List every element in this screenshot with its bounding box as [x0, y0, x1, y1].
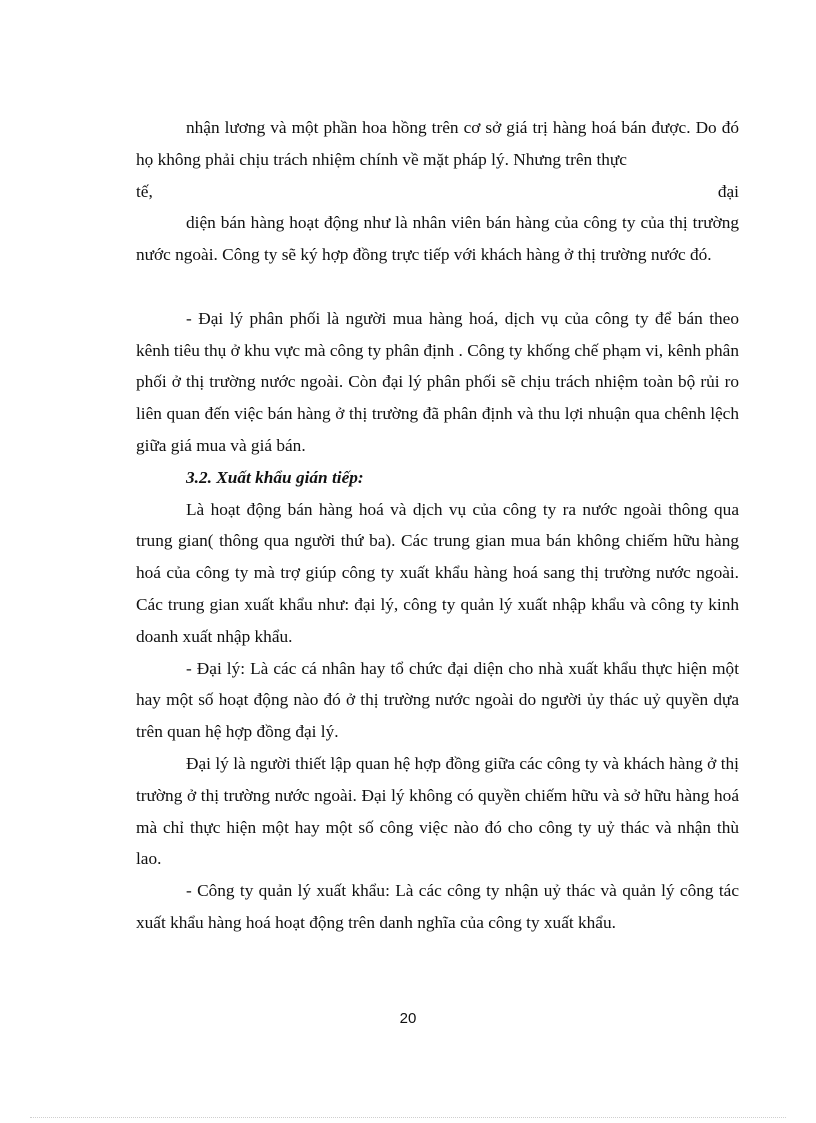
page-number: 20 [399, 1010, 417, 1027]
paragraph-sales-representative: diện bán hàng hoạt động như là nhân viên bán hàng của công ty của thị trường nước ngoài. Công ty sẽ ký hợp đồng trực tiếp với khách hàng ở thị trường nước đó. [136, 213, 739, 265]
paragraph-indirect-export: Là hoạt động bán hàng hoá và dịch vụ của công ty ra nước ngoài thông qua trung gian( thông qua người thứ ba). Các trung gian mua bán không chiếm hữu hàng hoá của công ty mà trợ giúp công ty xuất khẩu hàng hoá sang thị trường nước ngoài. Các trung gian xuất khẩu như: đại lý, công ty quản lý xuất nhập khẩu và công ty kinh doanh xuất nhập khẩu. [136, 499, 739, 646]
paragraph-agent-role: Đại lý là người thiết lập quan hệ hợp đồng giữa các công ty và khách hàng ở thị trường ở thị trường nước ngoài. Đại lý không có quyền chiếm hữu và sở hữu hàng hoá mà chỉ thực hiện một hay một số công việc nào đó cho công ty uỷ thác và nhận thù lao. [136, 753, 739, 869]
split-line-left: tế, [136, 181, 153, 201]
page-bottom-divider [30, 1117, 786, 1118]
paragraph-agent-definition: - Đại lý: Là các cá nhân hay tổ chức đại diện cho nhà xuất khẩu thực hiện một hay một số hoạt động nào đó ở thị trường nước ngoài do người ủy thác uỷ quyền dựa trên quan hệ hợp đồng đại lý. [136, 658, 739, 742]
section-heading: 3.2. Xuất khẩu gián tiếp: [186, 467, 364, 487]
paragraph-export-management-company: - Công ty quản lý xuất khẩu: Là các công ty nhận uỷ thác và quản lý công tác xuất khẩu hàng hoá hoạt động trên danh nghĩa của công ty xuất khẩu. [136, 881, 739, 932]
split-line-right: đại [717, 181, 739, 201]
page-body [136, 112, 739, 939]
paragraph-distribution-agent: - Đại lý phân phối là người mua hàng hoá, dịch vụ của công ty để bán theo kênh tiêu thụ ở khu vực mà công ty phân định . Công ty khống chế phạm vi, kênh phân phối ở thị trường nước ngoài. Còn đại lý phân phối sẽ chịu trách nhiệm toàn bộ rủi ro liên quan đến việc bán hàng ở thị trường đã phân định và thu lợi nhuận qua chênh lệch giữa giá mua và giá bán. [136, 308, 739, 455]
paragraph-commission: nhận lương và một phần hoa hồng trên cơ sở giá trị hàng hoá bán được. Do đó họ không phải chịu trách nhiệm chính về mặt pháp lý. Nhưng trên thực [136, 118, 739, 169]
paragraph-gap [136, 271, 739, 303]
split-line [136, 176, 739, 208]
